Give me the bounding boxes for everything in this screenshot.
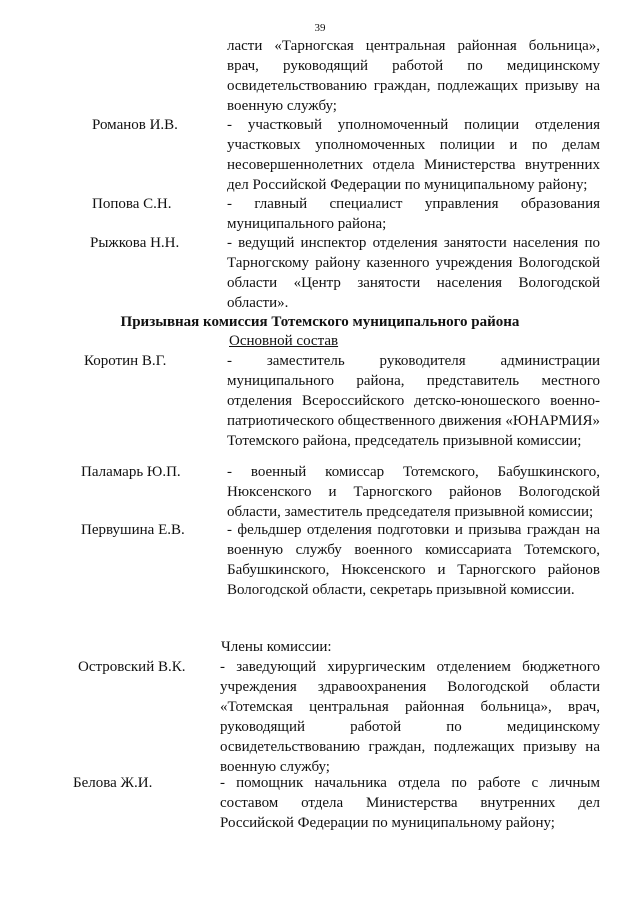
entry-name: Островский В.К. (78, 659, 186, 675)
entry-name: Романов И.В. (92, 117, 178, 133)
entry-name: Попова С.Н. (92, 196, 172, 212)
entry-description: - заведующий хирургическим отделением бюджетного учреждения здравоохранения Вологодской области «Тотемская центральная районная больница», врач, руководящий работой по медицинскому освидетельствованию граждан, подлежащих призыву на военную службу; (220, 659, 600, 775)
entry-name: Белова Ж.И. (73, 775, 153, 791)
entry-description: - военный комиссар Тотемского, Бабушкинского, Нюксенского и Тарногского районов Вологодской области, заместитель председателя призывной комиссии; (227, 464, 600, 520)
entry-name: Коротин В.Г. (84, 353, 167, 369)
entry-description: - главный специалист управления образования муниципального района; (227, 196, 600, 232)
page-number: 39 (314, 22, 326, 34)
section-title: Призывная комиссия Тотемского муниципального района (120, 314, 520, 330)
entry-name: Рыжкова Н.Н. (90, 235, 180, 251)
entry-description: - помощник начальника отдела по работе с личным составом отдела Министерства внутренних дел Российской Федерации по муниципальному району; (220, 775, 600, 831)
entry-name: Первушина Е.В. (81, 522, 185, 538)
main-composition-label: Основной состав (229, 333, 339, 349)
entry-description: - ведущий инспектор отделения занятости населения по Тарногскому району казенного учреждения Вологодской области «Центр занятости населения Вологодской области». (227, 235, 600, 311)
entry-name: Паламарь Ю.П. (81, 464, 181, 480)
entry-description: - фельдшер отделения подготовки и призыва граждан на военную службу военного комиссариата Тотемского, Бабушкинского, Нюксенского и Тарногского районов Вологодской области, секретарь призывной комиссии. (227, 522, 600, 598)
entry-description: ласти «Тарногская центральная районная больница», врач, руководящий работой по медицинскому освидетельствованию граждан, подлежащих призыву на военную службу; (227, 38, 600, 114)
entry-description: - участковый уполномоченный полиции отделения участковых уполномоченных полиции и по делам несовершеннолетних отдела Министерства внутренних дел Российской Федерации по муниципальному району; (227, 117, 600, 193)
members-label: Члены комиссии: (221, 639, 332, 655)
entry-description: - заместитель руководителя администрации муниципального района, представитель местного отделения Всероссийского детско-юношеского военно-патриотического общественного движения «ЮНАРМИЯ» Тотемского района, председатель призывной комиссии; (227, 353, 600, 449)
